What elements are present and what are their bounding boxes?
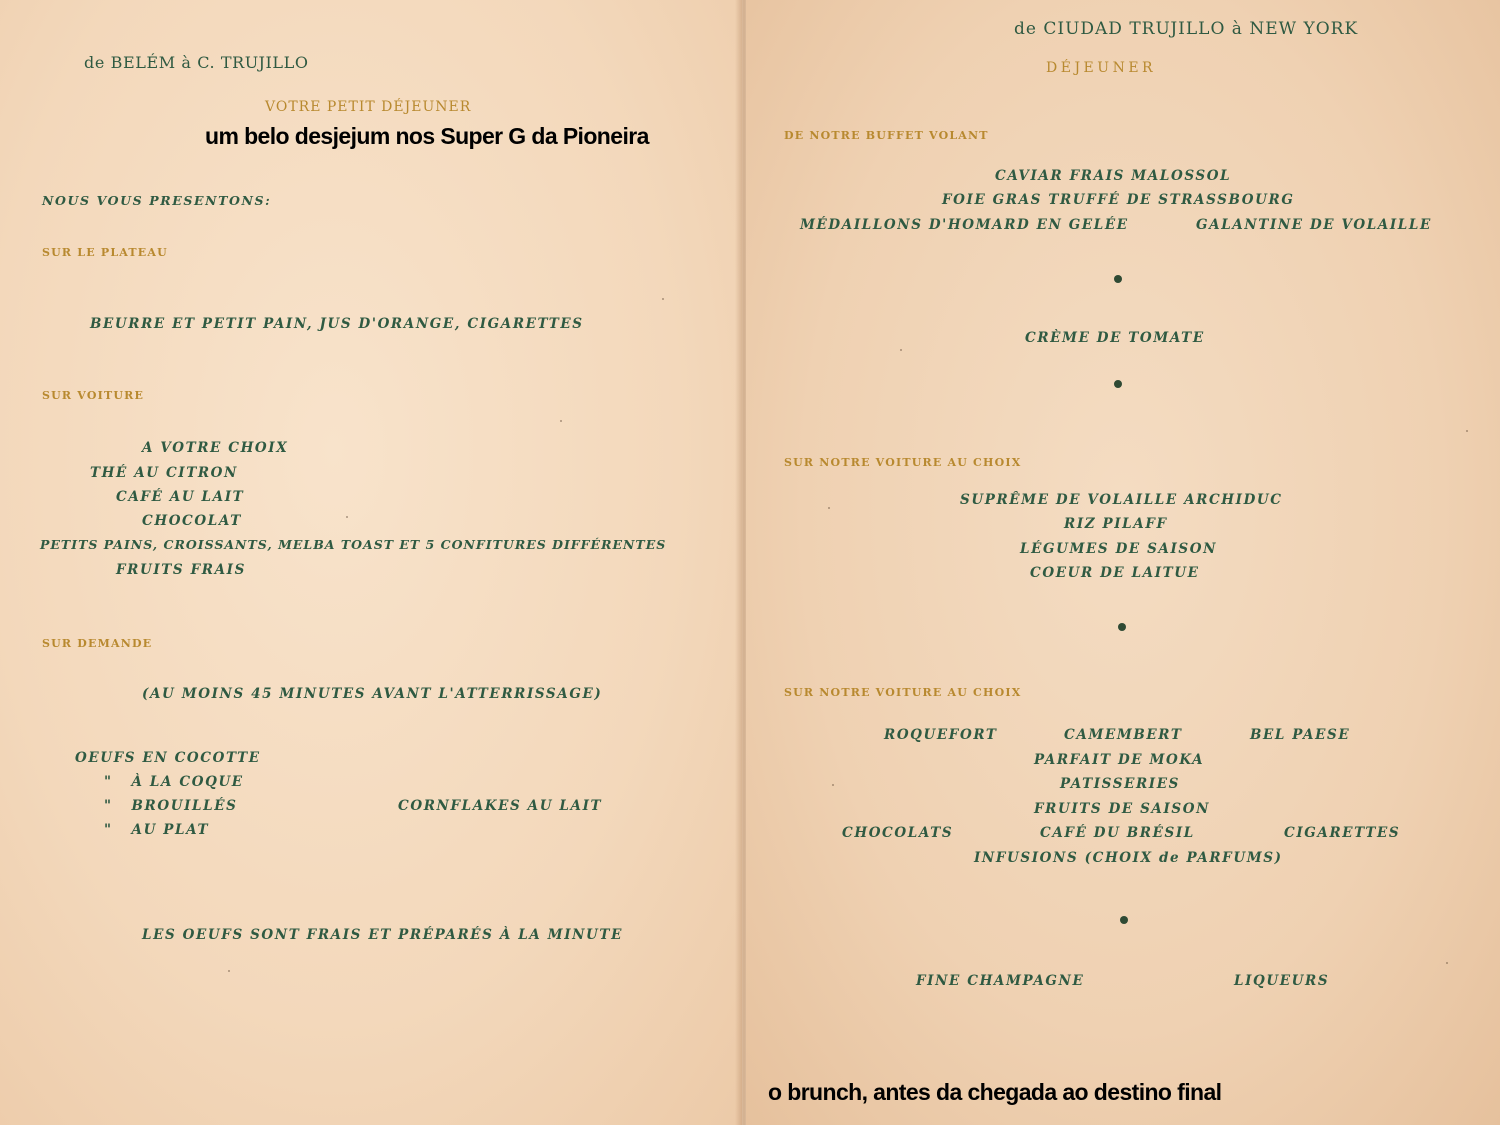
dessert-item: FRUITS DE SAISON	[1034, 801, 1211, 817]
main-item: SUPRÊME DE VOLAILLE ARCHIDUC	[960, 492, 1283, 508]
left-route-heading: de BELÉM à C. TRUJILLO	[84, 53, 309, 72]
section-buffet: DE NOTRE BUFFET VOLANT	[784, 129, 989, 142]
buffet-item: GALANTINE DE VOLAILLE	[1196, 217, 1432, 233]
drink-item: FINE CHAMPAGNE	[916, 973, 1085, 989]
section-voiture: SUR VOITURE	[42, 389, 145, 402]
main-item: COEUR DE LAITUE	[1030, 565, 1200, 581]
left-menu-page	[0, 0, 742, 1125]
drink-item: LIQUEURS	[1234, 973, 1330, 989]
coffee-row-item: CIGARETTES	[1284, 825, 1401, 841]
coffee-row-item: CAFÉ DU BRÉSIL	[1040, 825, 1195, 841]
main-item: LÉGUMES DE SAISON	[1020, 541, 1218, 557]
section-voiture-choix-1: SUR NOTRE VOITURE AU CHOIX	[784, 456, 1022, 469]
menu-item: CHOCOLAT	[142, 513, 242, 529]
right-route-heading: de CIUDAD TRUJILLO à NEW YORK	[1014, 19, 1359, 39]
left-caption: um belo desjejum nos Super G da Pioneira	[205, 123, 649, 149]
soup-item: CRÈME DE TOMATE	[1025, 330, 1205, 346]
separator-dot	[1118, 623, 1126, 631]
menu-item: CAFÉ AU LAIT	[116, 489, 245, 505]
right-menu-title: DÉJEUNER	[1046, 60, 1157, 76]
separator-dot	[1120, 916, 1128, 924]
eggs-item: " AU PLAT	[104, 822, 210, 838]
dessert-item: PARFAIT DE MOKA	[1034, 752, 1205, 768]
eggs-item: OEUFS EN COCOTTE	[75, 750, 261, 766]
section-voiture-choix-2: SUR NOTRE VOITURE AU CHOIX	[784, 686, 1022, 699]
cheese-item: BEL PAESE	[1250, 727, 1351, 743]
cheese-item: ROQUEFORT	[884, 727, 998, 743]
separator-dot	[1114, 380, 1122, 388]
coffee-row-item: CHOCOLATS	[842, 825, 954, 841]
section-demande: SUR DEMANDE	[42, 637, 153, 650]
left-footer-note: LES OEUFS SONT FRAIS ET PRÉPARÉS À LA MINUTE	[142, 927, 623, 943]
buffet-item: FOIE GRAS TRUFFÉ DE STRASSBOURG	[942, 192, 1295, 208]
infusions-item: INFUSIONS (CHOIX de PARFUMS)	[974, 850, 1283, 866]
eggs-item: " BROUILLÉS	[104, 798, 238, 814]
right-caption: o brunch, antes da chegada ao destino final	[768, 1079, 1222, 1105]
main-item: RIZ PILAFF	[1064, 516, 1168, 532]
plateau-items: BEURRE ET PETIT PAIN, JUS D'ORANGE, CIGARETTES	[90, 316, 584, 332]
dessert-item: PATISSERIES	[1060, 776, 1180, 792]
section-plateau: SUR LE PLATEAU	[42, 246, 168, 259]
right-menu-page	[746, 0, 1500, 1125]
demande-note: (AU MOINS 45 MINUTES AVANT L'ATTERRISSAGE)	[142, 686, 603, 702]
buffet-item: MÉDAILLONS D'HOMARD EN GELÉE	[800, 217, 1129, 233]
cheese-item: CAMEMBERT	[1064, 727, 1183, 743]
cornflakes-item: CORNFLAKES AU LAIT	[398, 798, 603, 814]
buffet-item: CAVIAR FRAIS MALOSSOL	[995, 168, 1232, 184]
left-menu-title: VOTRE PETIT DÉJEUNER	[265, 99, 472, 115]
menu-item: FRUITS FRAIS	[116, 562, 246, 578]
intro-text: NOUS VOUS PRESENTONS:	[42, 193, 272, 208]
menu-item: THÉ AU CITRON	[90, 465, 238, 481]
menu-item: A VOTRE CHOIX	[142, 440, 289, 456]
separator-dot	[1114, 275, 1122, 283]
menu-item: PETITS PAINS, CROISSANTS, MELBA TOAST ET 5 CONFITURES DIFFÉRENTES	[40, 537, 667, 552]
eggs-item: " À LA COQUE	[104, 774, 244, 790]
